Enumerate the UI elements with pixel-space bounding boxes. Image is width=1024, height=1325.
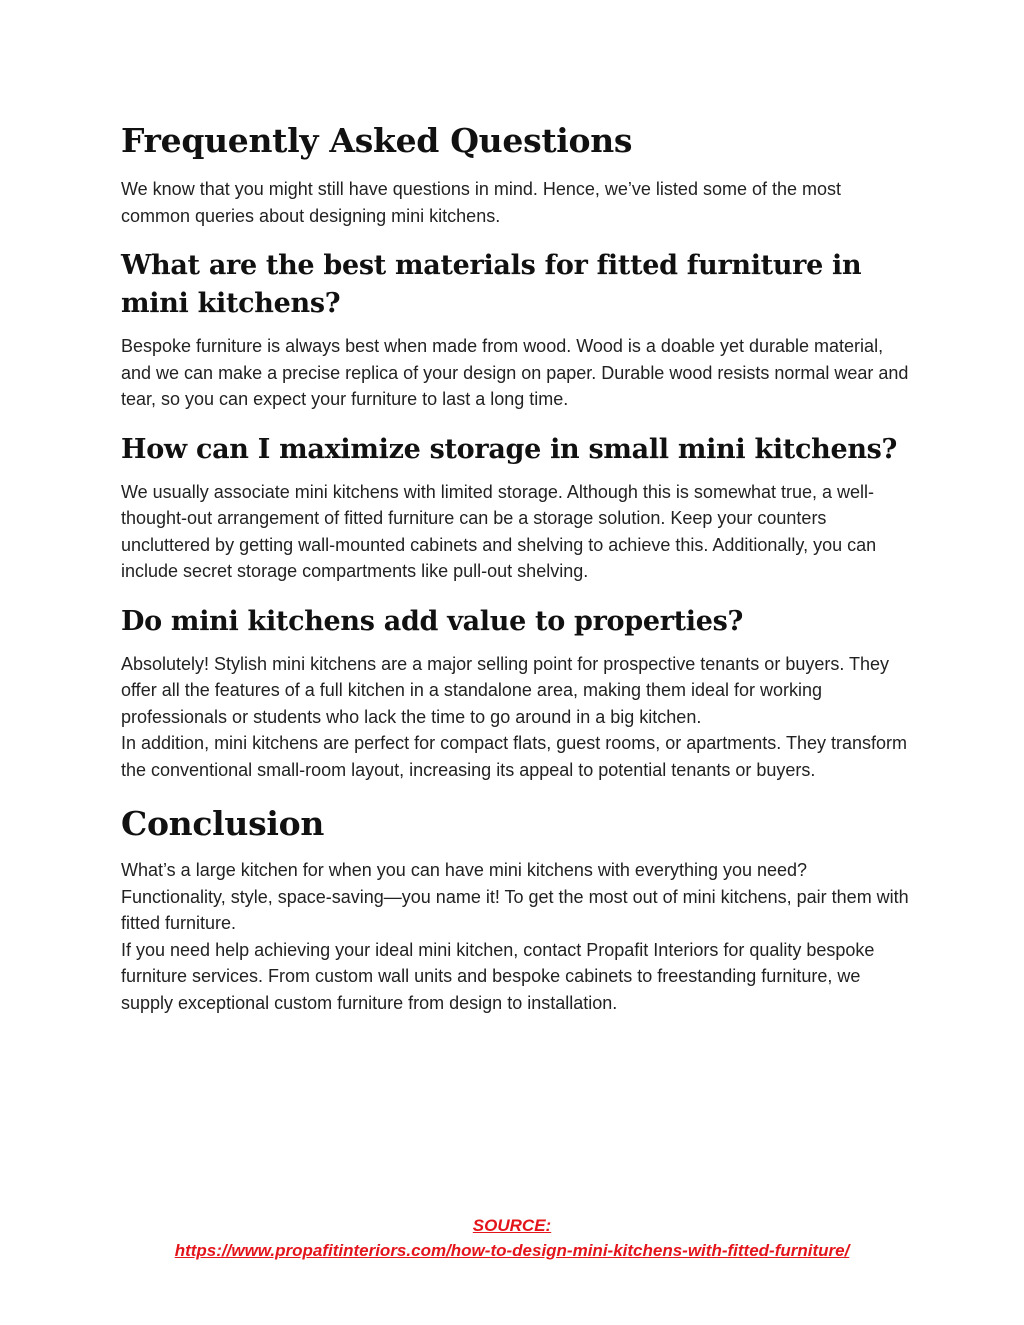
conclusion-heading: Conclusion	[121, 804, 325, 843]
question-value-heading: Do mini kitchens add value to properties?	[121, 605, 744, 637]
conclusion-paragraph-2: If you need help achieving your ideal mini kitchen, contact Propafit Interiors for quality bespoke furniture services. From custom wall units and bespoke cabinets to freestanding furniture, we supply exceptional custom furniture from design to installation.	[121, 939, 875, 1013]
question-storage-heading: How can I maximize storage in small mini kitchens?	[121, 433, 898, 465]
source-link[interactable]: https://www.propafitinteriors.com/how-to-design-mini-kitchens-with-fitted-furniture/	[174, 1241, 850, 1260]
conclusion-paragraph-1: What’s a large kitchen for when you can have mini kitchens with everything you need? Functionality, style, space-saving—you name it! To get the most out of mini kitchens, pair them with fitted furniture.	[121, 860, 909, 933]
question-materials-heading: What are the best materials for fitted furniture in mini kitchens?	[121, 250, 862, 319]
source-label[interactable]: SOURCE:	[472, 1216, 552, 1235]
faq-heading: Frequently Asked Questions	[121, 121, 633, 160]
faq-intro: We know that you might still have questions in mind. Hence, we’ve listed some of the most common queries about designing mini kitchens.	[121, 179, 842, 226]
document-page	[121, 118, 911, 1016]
source-block	[0, 1213, 1024, 1263]
answer-storage: We usually associate mini kitchens with limited storage. Although this is somewhat true, a well-thought-out arrangement of fitted furniture can be a storage solution. Keep your counters uncluttered by getting wall-mounted cabinets and shelving to achieve this. Additionally, you can include secret storage compartments like pull-out shelving.	[121, 481, 877, 581]
answer-value-paragraph-2: In addition, mini kitchens are perfect for compact flats, guest rooms, or apartments. They transform the conventional small-room layout, increasing its appeal to potential tenants or buyers.	[121, 733, 908, 780]
answer-value-paragraph-1: Absolutely! Stylish mini kitchens are a major selling point for prospective tenants or buyers. They offer all the features of a full kitchen in a standalone area, making them ideal for working professionals or students who lack the time to go around in a big kitchen.	[121, 653, 890, 727]
answer-materials: Bespoke furniture is always best when made from wood. Wood is a doable yet durable material, and we can make a precise replica of your design on paper. Durable wood resists normal wear and tear, so you can expect your furniture to last a long time.	[121, 336, 909, 409]
